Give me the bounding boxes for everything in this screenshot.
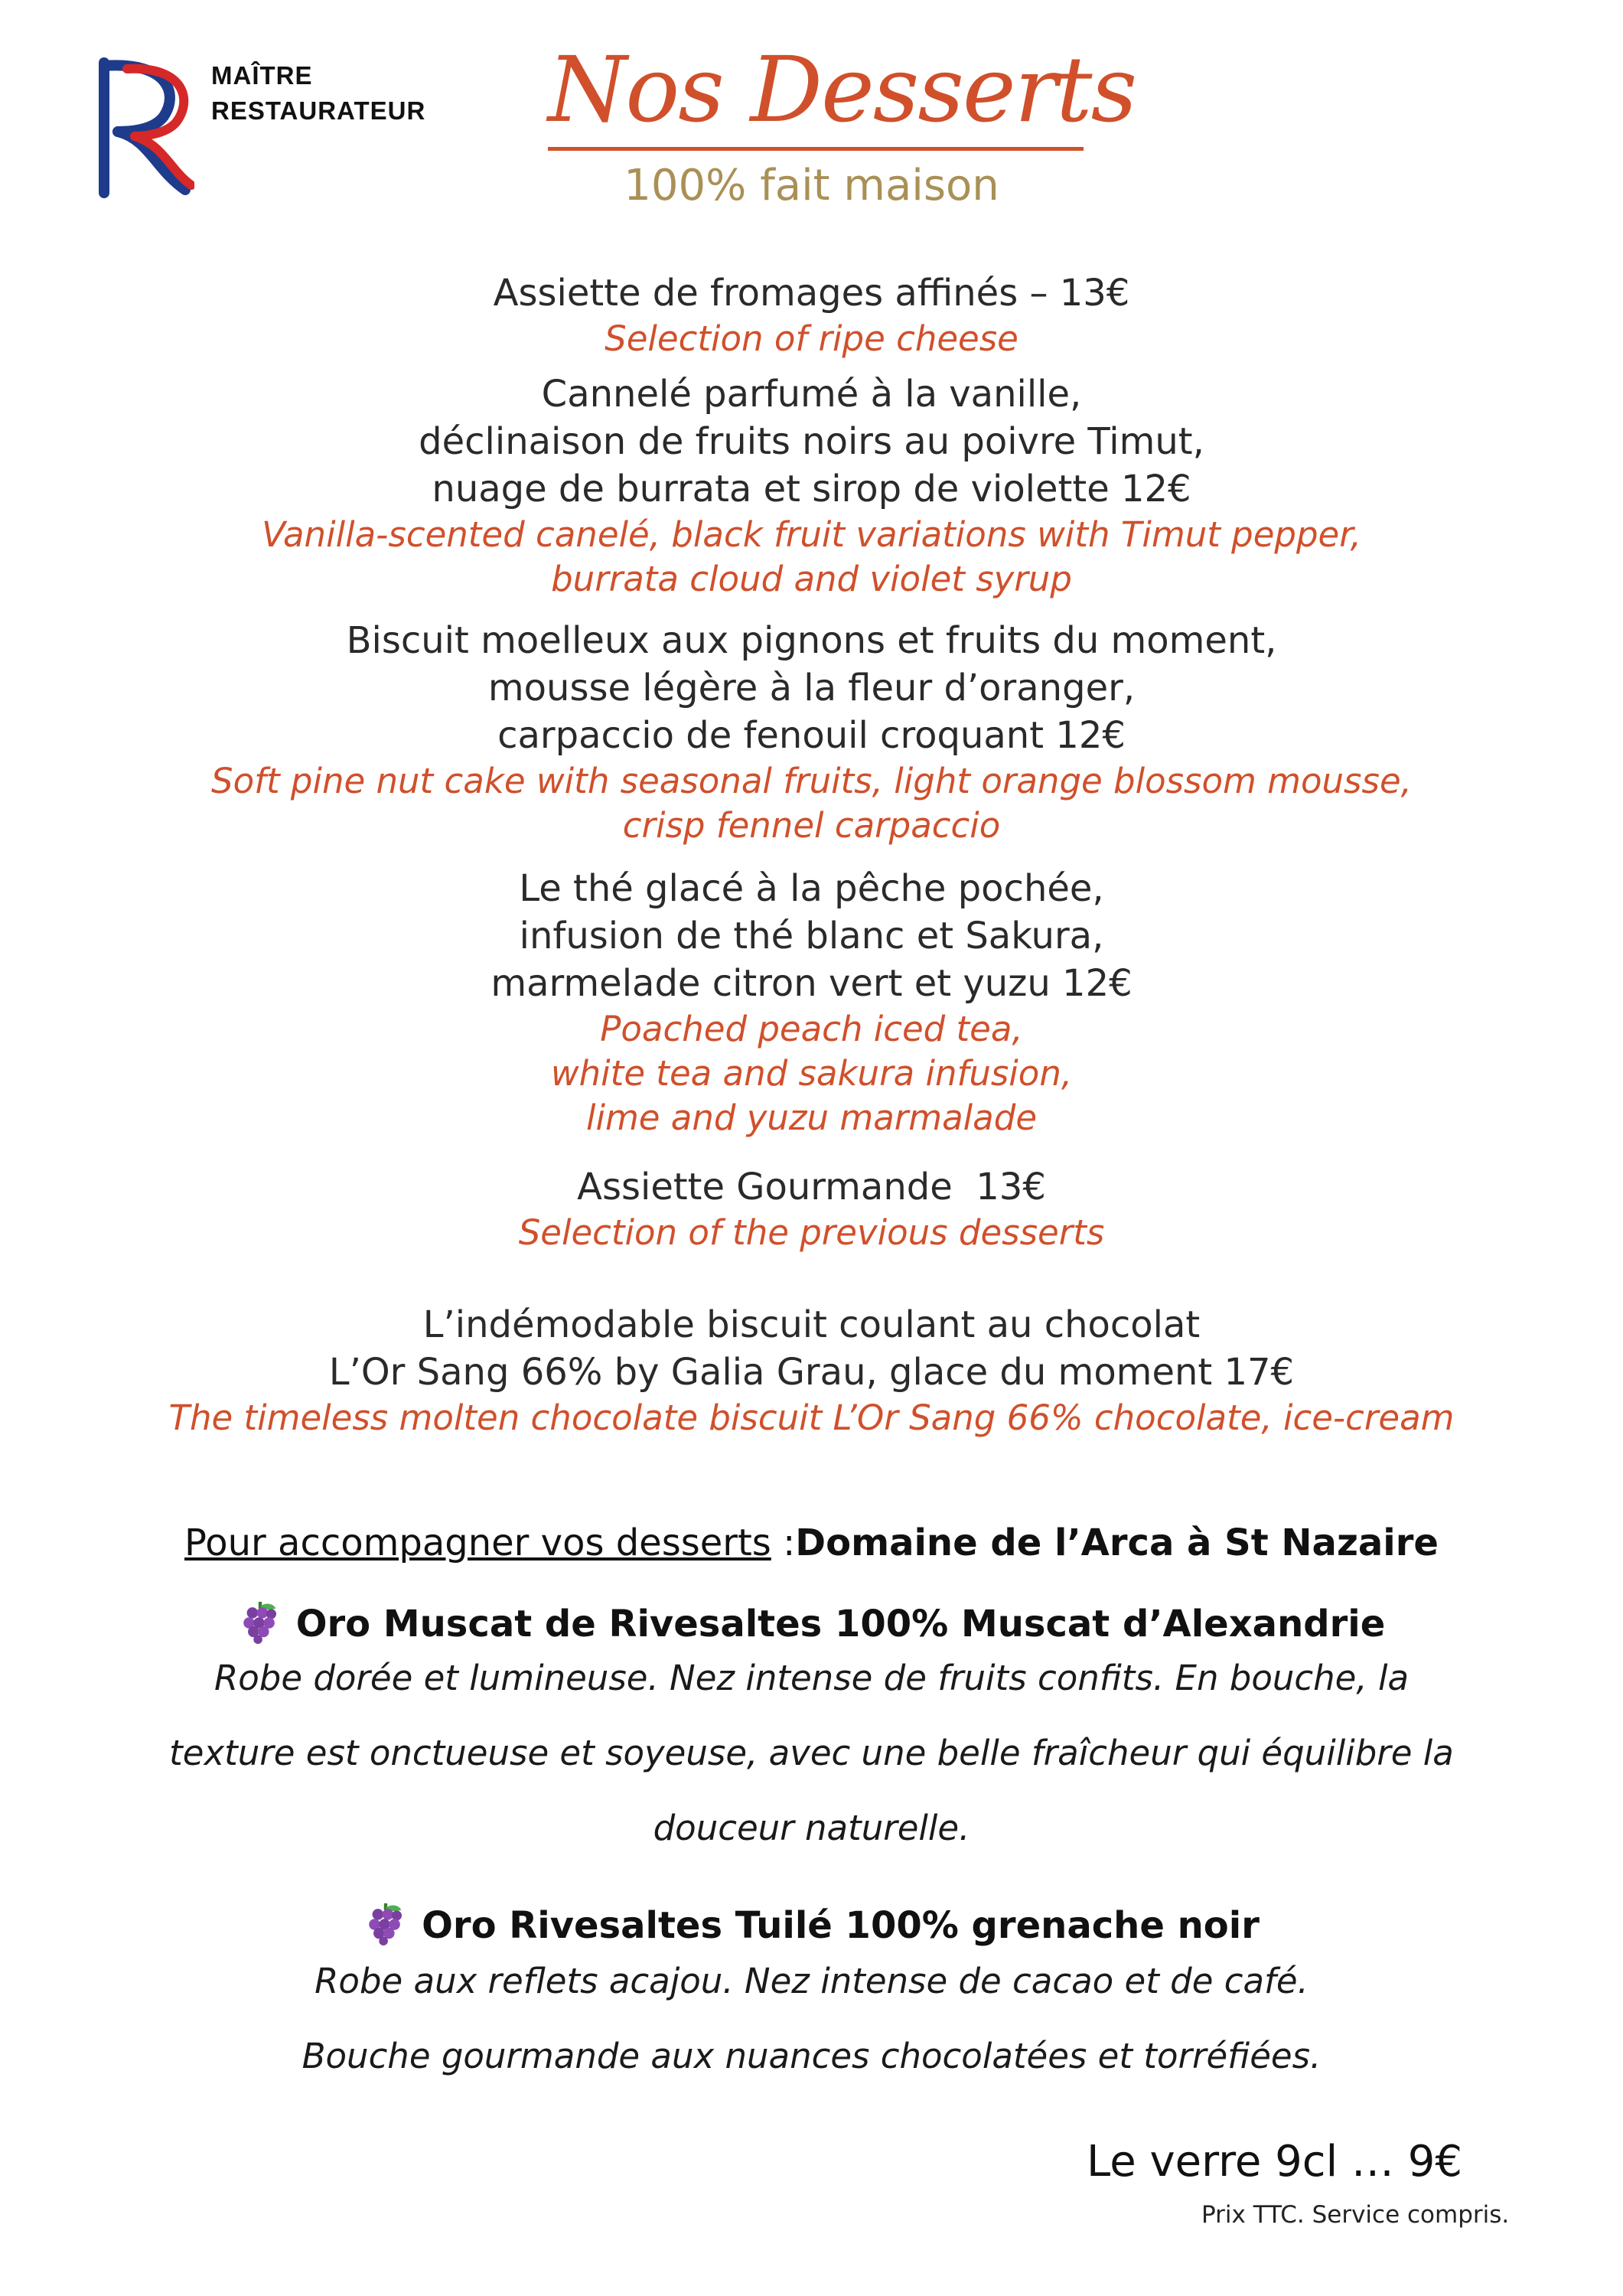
- tax-note: Prix TTC. Service compris.: [1201, 2201, 1510, 2229]
- dessert-en-line: The timeless molten chocolate biscuit L’Or Sang 66% chocolate, ice-cream: [168, 1397, 1455, 1438]
- dessert-item-biscuit-pignons: [0, 617, 1623, 848]
- dessert-item-the-glace: [0, 865, 1623, 1140]
- dessert-fr-line: carpaccio de fenouil croquant 12€: [497, 714, 1126, 757]
- wine-name-text: Oro Muscat de Rivesaltes 100% Muscat d’Alexandrie: [295, 1603, 1386, 1645]
- dessert-en-line: lime and yuzu marmalade: [585, 1097, 1038, 1138]
- dessert-item-cheese: [0, 269, 1623, 361]
- grape-icon: [238, 1600, 282, 1644]
- wine-desc-line: Robe dorée et lumineuse. Nez intense de fruits confits. En bouche, la: [213, 1658, 1410, 1698]
- wine-intro-label: Pour accompagner vos desserts: [184, 1521, 771, 1564]
- dessert-en-line: Selection of ripe cheese: [605, 318, 1018, 359]
- dessert-fr-line: infusion de thé blanc et Sakura,: [519, 915, 1104, 957]
- dessert-fr-line: nuage de burrata et sirop de violette 12€: [432, 468, 1191, 510]
- wine-name-tuile: [0, 1901, 1623, 1950]
- dessert-fr-line: mousse légère à la fleur d’oranger,: [487, 667, 1136, 709]
- page-title: Nos Desserts: [548, 37, 1136, 142]
- dessert-fr-line: marmelade citron vert et yuzu 12€: [490, 962, 1133, 1005]
- wine-desc-line: douceur naturelle.: [653, 1808, 970, 1848]
- dessert-fr-line: Le thé glacé à la pêche pochée,: [519, 867, 1104, 910]
- title-underline: [548, 147, 1084, 151]
- dessert-en-line: burrata cloud and violet syrup: [551, 559, 1072, 599]
- dessert-en-line: white tea and sakura infusion,: [550, 1053, 1073, 1094]
- wine-pairing-intro: [0, 1518, 1623, 1567]
- dessert-fr-line: L’indémodable biscuit coulant au chocolat: [422, 1303, 1201, 1346]
- logo-wordmark: [211, 58, 425, 129]
- wine-desc-muscat: [0, 1641, 1623, 1866]
- dessert-fr-line: Assiette Gourmande 13€: [577, 1166, 1046, 1208]
- wine-desc-line: texture est onctueuse et soyeuse, avec une belle fraîcheur qui équilibre la: [169, 1733, 1454, 1773]
- logo-line-1: MAÎTRE: [211, 61, 313, 90]
- wine-desc-line: Bouche gourmande aux nuances chocolatées et torréfiées.: [301, 2036, 1322, 2076]
- dessert-en-line: Selection of the previous desserts: [518, 1212, 1105, 1253]
- dessert-item-assiette-gourmande: [0, 1163, 1623, 1255]
- dessert-fr-line: Cannelé parfumé à la vanille,: [541, 373, 1082, 416]
- page-subtitle: 100% fait maison: [624, 161, 999, 210]
- dessert-en-line: Poached peach iced tea,: [600, 1009, 1023, 1049]
- dessert-en-line: Soft pine nut cake with seasonal fruits, light orange blossom mousse,: [211, 761, 1412, 801]
- wine-desc-tuile: [0, 1944, 1623, 2094]
- wine-name-text: Oro Rivesaltes Tuilé 100% grenache noir: [422, 1904, 1260, 1947]
- dessert-fr-line: Biscuit moelleux aux pignons et fruits du moment,: [346, 619, 1277, 662]
- dessert-en-line: crisp fennel carpaccio: [622, 805, 1001, 846]
- dessert-item-canele: [0, 370, 1623, 602]
- logo-line-2: RESTAURATEUR: [211, 96, 426, 125]
- wine-intro-separator: :: [771, 1521, 796, 1564]
- wine-desc-line: Robe aux reflets acajou. Nez intense de cacao et de café.: [314, 1961, 1309, 2001]
- dessert-en-line: Vanilla-scented canelé, black fruit variations with Timut pepper,: [262, 514, 1361, 555]
- wine-domaine: Domaine de l’Arca à St Nazaire: [795, 1521, 1439, 1564]
- grape-icon: [363, 1901, 408, 1945]
- glass-price: Le verre 9cl … 9€: [1087, 2137, 1462, 2187]
- dessert-fr-line: L’Or Sang 66% by Galia Grau, glace du moment 17€: [328, 1351, 1295, 1394]
- dessert-item-biscuit-chocolat: [0, 1301, 1623, 1440]
- dessert-fr-line: déclinaison de fruits noirs au poivre Timut,: [419, 420, 1204, 463]
- dessert-fr-line: Assiette de fromages affinés – 13€: [493, 272, 1130, 315]
